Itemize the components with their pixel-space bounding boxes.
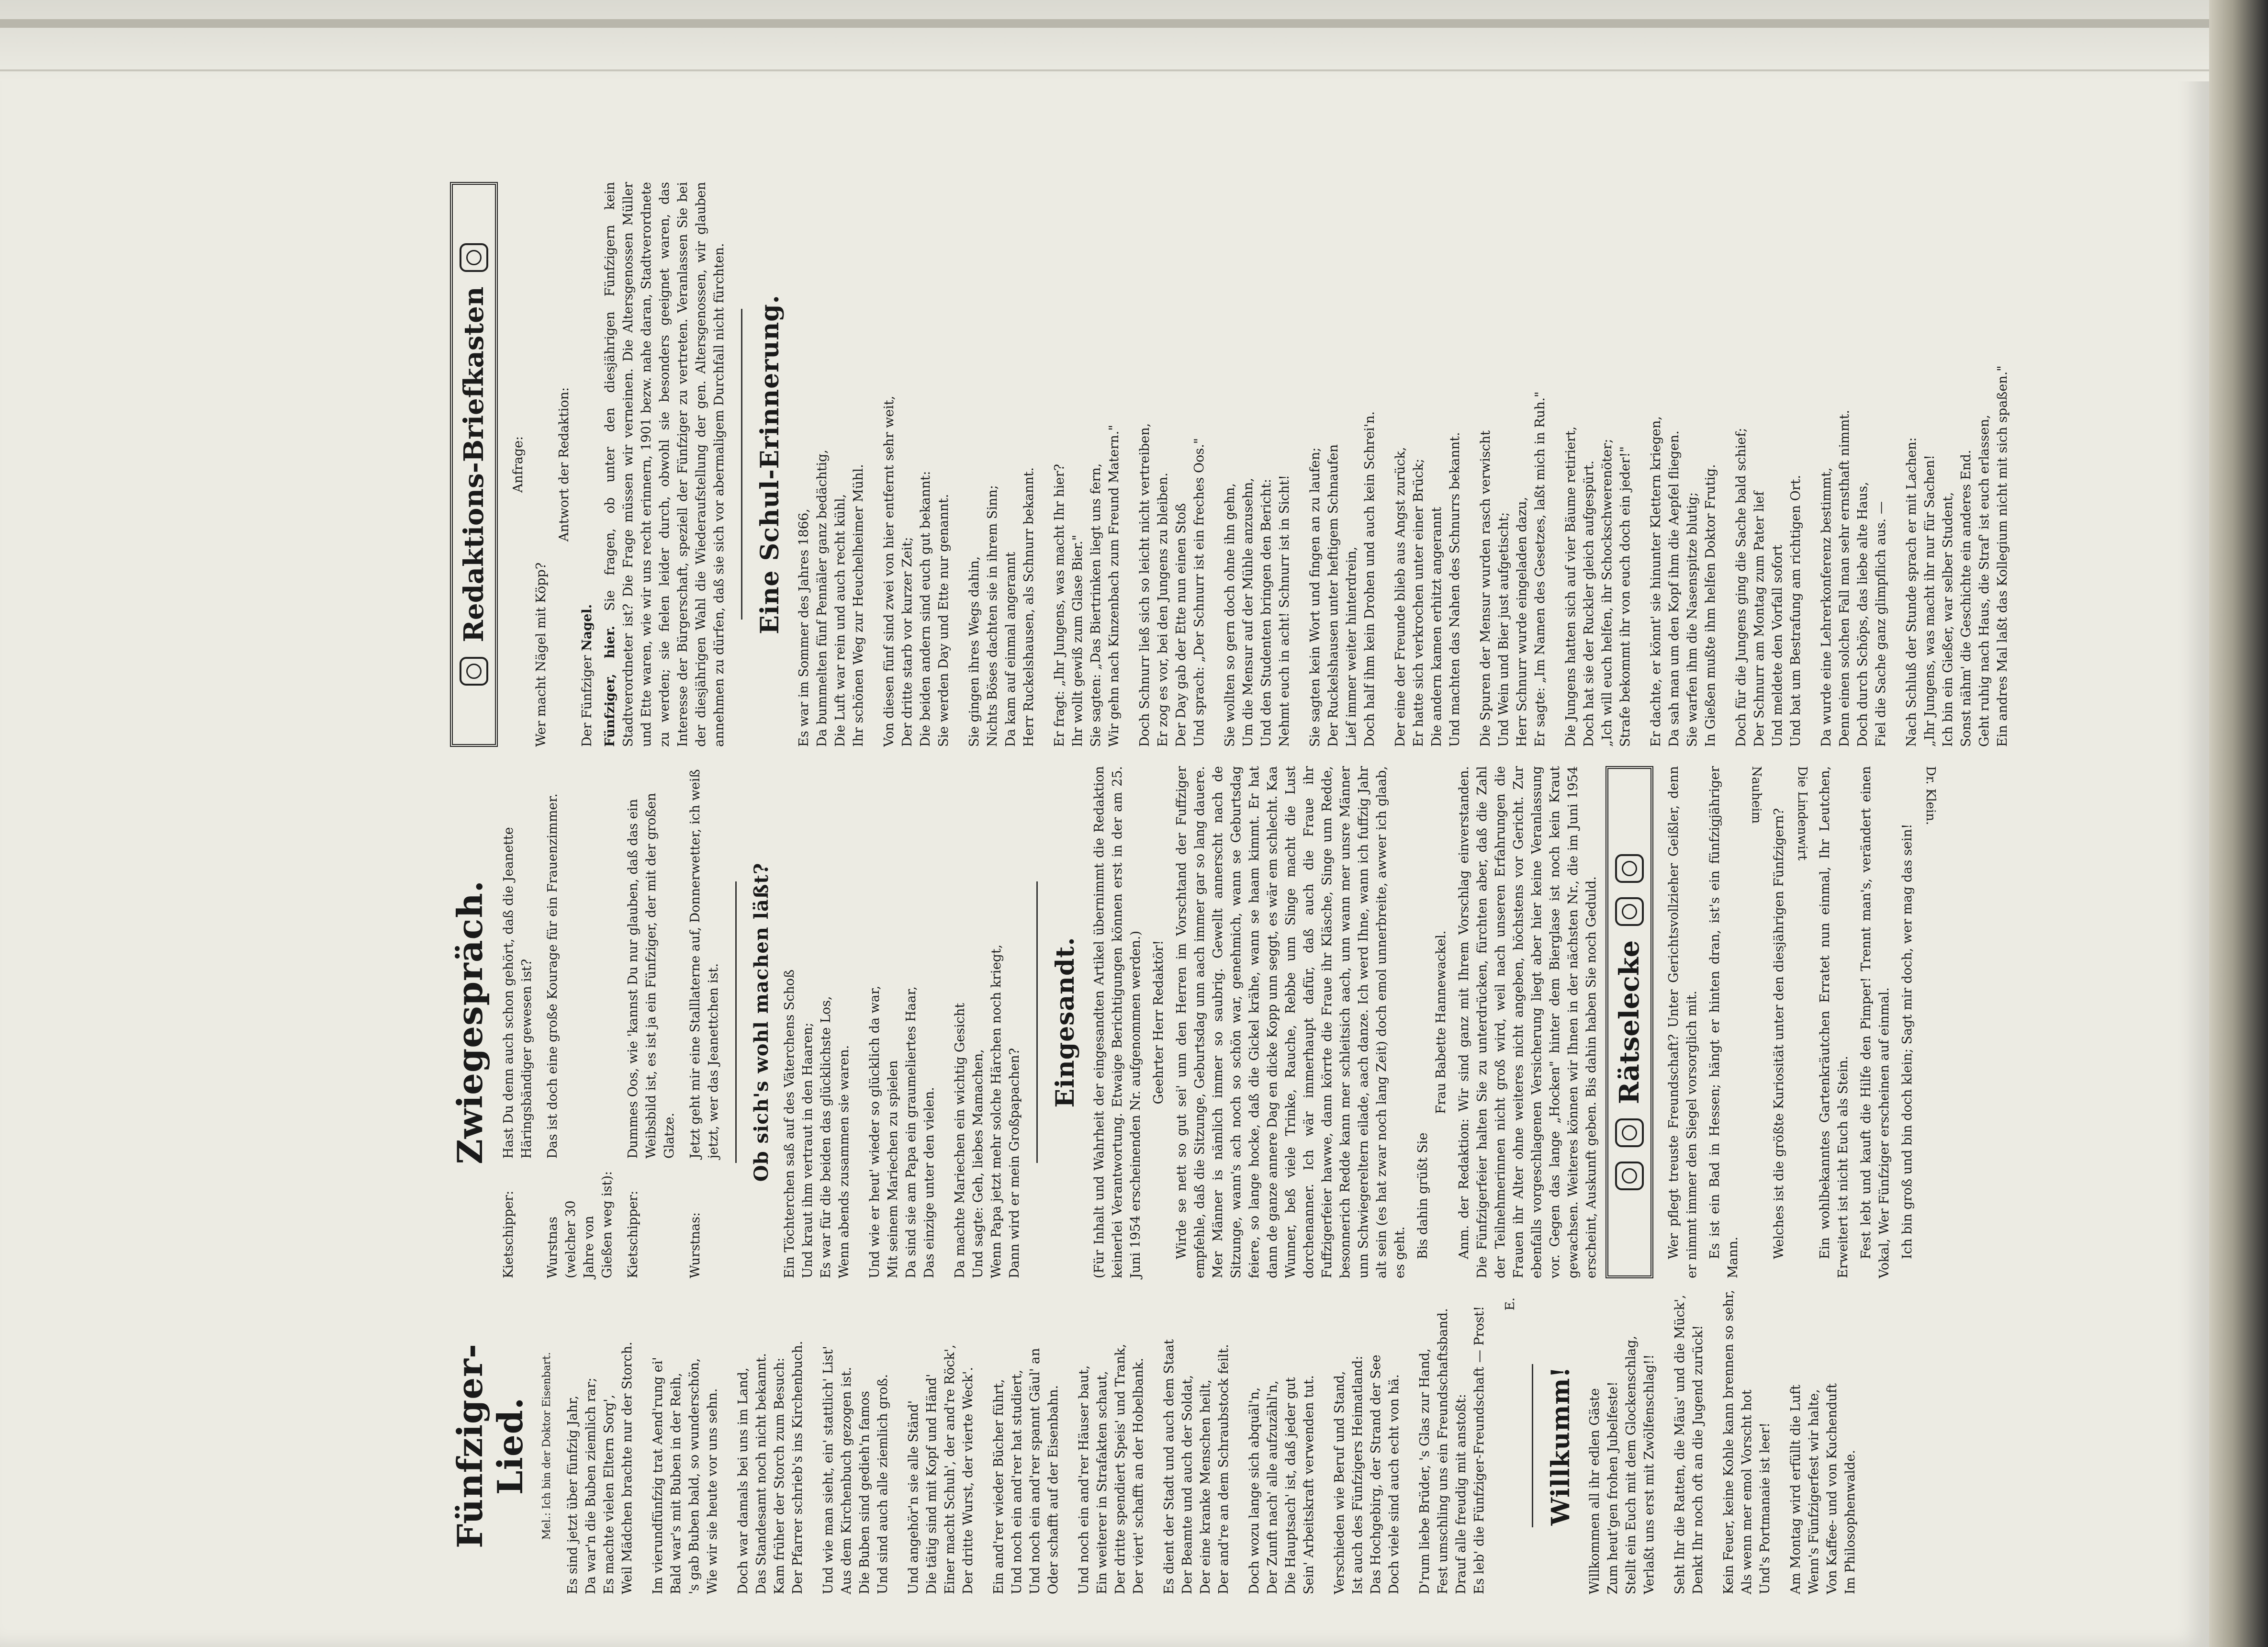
question-text: Wer macht Nägel mit Köpp? — [534, 562, 549, 747]
verse-line: Der viert' schafft an der Hobelbank. — [1131, 1357, 1146, 1594]
column-fuenfziger-lied — [445, 1289, 2268, 1594]
riddle-list — [1665, 766, 1940, 1278]
briefkasten-title: Redaktions-Briefkasten — [458, 286, 490, 643]
answer-label: Antwort der Redaktion: — [557, 387, 572, 542]
stanza — [1586, 1297, 1659, 1594]
ornament-icon — [460, 243, 488, 272]
dialog-speaker: Kietschipper: — [626, 1190, 640, 1278]
rotated-text-area — [445, 53, 2268, 1594]
verse-line: Das Hochgebirg, der Strand der See — [1369, 1354, 1383, 1594]
stanza — [734, 1297, 807, 1594]
verse-line: 's gab Buben bald, so wunderschön, — [687, 1358, 702, 1594]
stanza — [1647, 182, 1720, 747]
dialog-speaker: Wurstnas (welcher 30 Jahre von Gießen weg ist): — [545, 1171, 615, 1278]
stanza — [795, 182, 868, 747]
verse-line: Zum heut'gen frohen Jubelfeste! — [1606, 1381, 1620, 1594]
stanza — [1221, 182, 1294, 747]
stanza — [951, 766, 1024, 1278]
verse-line: Im vierundfünfzig trat Aend'rung ei' — [651, 1357, 665, 1594]
dialog-text: Jetzt geht mir eine Stalllaterne auf, Donnerwetter, ich weiß jetzt, wer das Jeanettchen ist. — [688, 769, 721, 1159]
verse-line: Er sagte: „Im Namen des Gesetzes, laßt mich in Ruh." — [1533, 391, 1548, 747]
verse-line: Der eine kranke Menschen heilt, — [1198, 1379, 1213, 1594]
stanza — [1331, 1297, 1403, 1594]
verse-line: Er hatte sich verkrochen unter einer Brück; — [1411, 459, 1426, 747]
stanza — [1787, 1297, 1860, 1594]
stanza — [1732, 182, 1805, 747]
verse-line: Doch Schnurr ließ sich so leicht nicht vertreiben, — [1137, 423, 1152, 747]
verse-line: Und wie man sieht, ein' stattlich' List' — [821, 1346, 836, 1594]
verse-line: Fiel die Sache ganz glimpflich aus. — — [1874, 501, 1888, 747]
verse-line: Und bat um Bestrafung am richtigen Ort. — [1788, 474, 1803, 747]
verse-line: Es sind jetzt über fünfzig Jahr, — [565, 1395, 580, 1594]
dialog-text: Dummes Oos, wie 'kannst Du nur glauben, daß das ein Weibsbild ist, es ist ja ein Fünfziger, der mit der großen Glatze. — [626, 793, 677, 1159]
riddle-question: Wer pflegt treuste Freundschaft? Unter Gerichtsvollzieher Geißler, denn er nimmt immer den Siegel vorsorglich mit. — [1666, 766, 1699, 1278]
stanza — [1246, 1297, 1318, 1594]
verse-line: „Ihr Jungens, was macht ihr nur für Sachen! — [1922, 454, 1937, 747]
stanza — [1818, 182, 1890, 747]
verse-line: Er zog es vor, bei den Jungens zu bleiben. — [1156, 473, 1170, 747]
verse-line: Weil Mädchen brachte nur der Storch. — [620, 1342, 635, 1594]
verse-line: „Ich will euch helfen, ihr Schockschwerenöter; — [1600, 439, 1615, 747]
ornament-icon — [1615, 854, 1644, 883]
verse-line: Der dritte starb vor kurzer Zeit; — [900, 537, 915, 747]
schul-stanzas — [795, 182, 2012, 747]
stanza — [1903, 182, 2012, 747]
riddle-answer: Die Lindenwirt — [1795, 766, 1809, 861]
song-title: Fünfziger-Lied. — [449, 1343, 530, 1548]
verse-line: Ich bin ein Gießer, war selber Student, — [1941, 492, 1955, 747]
verse-line: Von diesen fünf sind zwei von hier entfernt sehr weit, — [882, 395, 897, 747]
stanza — [905, 1297, 977, 1594]
song-signature: E. — [1503, 1297, 1517, 1311]
verse-line: Fest umschling uns ein Freundschaftsband. — [1436, 1308, 1450, 1594]
verse-line: Ein weiterer in Strafakten schaut, — [1095, 1371, 1110, 1594]
verse-line: Die Luft war rein und auch recht kühl, — [833, 494, 848, 747]
verse-line: Herr Ruckelshausen, als Schnurr bekannt. — [1022, 467, 1036, 747]
verse-line: Um die Mensur auf der Mühle anzusehn, — [1241, 478, 1256, 747]
verse-line: Die beiden andern sind euch gut bekannt: — [918, 471, 933, 747]
verse-line: Es war für die beiden das glücklichste Los, — [819, 996, 833, 1278]
column-zwiegespraech — [445, 766, 2268, 1278]
column-briefkasten — [445, 182, 2268, 747]
verse-line: Er dachte, er könnt' sie hinunter Klettern kriegen, — [1649, 416, 1663, 747]
verse-line: Und noch ein and'rer hat studiert, — [1010, 1369, 1024, 1594]
verse-line: Ein Töchterchen saß auf des Väterchens Schoß — [782, 969, 797, 1278]
dialog-text: Hast Du denn auch schon gehört, daß die Jeanette Häringsbändiger gewesen ist? — [501, 827, 534, 1159]
verse-line: Lief immer weiter hinterdrein, — [1344, 546, 1359, 747]
dialog-text: Das ist doch eine große Kourage für ein Frauenzimmer. — [545, 793, 560, 1159]
verse-line: Denkt Ihr noch oft an die Jugend zurück! — [1691, 1325, 1706, 1594]
verse-line: Und noch ein and'rer Häuser baut, — [1077, 1365, 1091, 1594]
verse-line: Dann wird er mein Großpapachen? — [1007, 1048, 1022, 1278]
verse-line: Sie warfen ihm die Nasenspitze blutig; — [1685, 492, 1700, 747]
question-label: Anfrage: — [511, 436, 526, 493]
verse-line: Die tätig sind mit Kopf und Händ' — [924, 1374, 939, 1594]
verse-line: Doch wozu lange sich abquäl'n, — [1247, 1387, 1262, 1594]
verse-line: Der Beamte und auch der Soldat, — [1180, 1375, 1195, 1594]
verse-line: Doch viele sind auch echt von hä. — [1387, 1374, 1402, 1594]
editor-note: Anm. der Redaktion: Wir sind ganz mit Ihrem Vorschlag einverstanden. Die Fünfzigerfeier halten Sie zu unterdrücken, fürchten aber, daß die Zahl der Teilnehmerinnen nicht groß wird, weil nach unseren Erfahrungen die Frauen ihr Alter ohne weiteres nicht angeben, höchstens vor Gericht. Zur ebenfalls vorgeschlagenen Versicherung liegt aber hier keine Veranlassung vor. Gegen das lange „Hocken" hinter dem Bierglase ist noch kein Kraut gewachsen. Weiteres können wir Ihnen in der nächsten Nr., die im Juni 1954 erscheint, Auskunft geben. Bis dahin haben Sie noch Geduld. — [1457, 766, 1599, 1278]
answer-text — [578, 182, 596, 747]
ornament-icon — [1615, 897, 1644, 926]
riddle-question: Welches ist die größte Kuriosität unter den diesjährigen Fünfzigern? — [1772, 808, 1786, 1259]
dialog-line — [544, 766, 617, 1278]
letter-signer: Frau Babette Hannewackel. — [1434, 930, 1448, 1114]
riddle-answer: Dr. Klein. — [1923, 766, 1938, 825]
schul-title: Eine Schul-Erinnerung. — [755, 294, 785, 634]
verse-line: Das Standesamt noch nicht bekannt. — [754, 1353, 769, 1594]
verse-line: Sie wollten so gern doch ohne ihn gehn, — [1223, 483, 1237, 747]
stanza — [1416, 1297, 1489, 1594]
answer-name: Nagel. — [580, 604, 595, 651]
verse-line: Im Philosophenwalde. — [1843, 1450, 1858, 1594]
stanza — [1051, 182, 1123, 747]
verse-line: Und machten das Nahen des Schnurrs bekannt. — [1448, 432, 1462, 747]
letter-salutation: Geehrter Herr Redaktör! — [1151, 940, 1166, 1105]
verse-line: Der Ruckelshausen unter heftigem Schnaufen — [1326, 444, 1341, 747]
verse-line: Die Hauptsach' ist, daß jeder gut — [1283, 1377, 1298, 1594]
riddle-question: Fest lebt und kauft die Hilfe den Pimper! Trennt man's, verändert einen Vokal, Wer Fünfziger erscheinen auf einmal. — [1859, 766, 1892, 1278]
verse-line: Verschieden wie Beruf und Stand, — [1332, 1371, 1347, 1594]
verse-line: Von Kaffee- und von Kuchenduft — [1825, 1383, 1840, 1594]
verse-line: Bald war's mit Buben in der Reih, — [669, 1373, 684, 1594]
verse-line: Oder schafft auf der Eisenbahn. — [1046, 1385, 1061, 1594]
verse-line: Er fragt: „Ihr Jungens, was macht Ihr hier? — [1052, 463, 1067, 747]
verse-line: Wenn abends zusammen sie waren. — [837, 1045, 852, 1278]
verse-line: Der and're an dem Schraubstock feilt. — [1216, 1344, 1231, 1594]
ornament-icon — [460, 657, 488, 686]
verse-line: Geht ruhig nach Haus, die Straf' ist euch erlassen, — [1977, 415, 1992, 747]
stanza — [1160, 1297, 1233, 1594]
verse-line: Und wie er heut' wieder so glücklich da war, — [867, 985, 882, 1278]
stanza — [966, 182, 1038, 747]
verse-line: Stellt ein Euch mit dem Glockenschlag, — [1624, 1335, 1639, 1594]
stanza — [1392, 182, 1464, 747]
verse-line: Sie gingen ihres Wegs dahin, — [967, 556, 982, 747]
verse-line: Der eine der Freunde blieb aus Angst zurück, — [1393, 447, 1408, 747]
stanza — [990, 1297, 1063, 1594]
stanza — [1720, 1289, 1774, 1594]
riddle-question: Ein wohlbekanntes Gartenkräutchen Erratet nun einmal, Ihr Leutchen, Erweitert ist nicht Euch als Stein. — [1818, 766, 1851, 1278]
verse-line: Nach Schluß der Stunde sprach er mit Lachen: — [1904, 437, 1919, 747]
verse-line: Sie sagten kein Wort und fingen an zu laufen; — [1308, 447, 1323, 747]
ornament-icon — [1615, 1162, 1644, 1190]
dialog-speaker: Kietschipper: — [501, 1190, 516, 1278]
verse-line: Die Spuren der Mensur wurden rasch verwischt — [1478, 430, 1493, 747]
verse-line: Und sind auch alle ziemlich groß. — [876, 1374, 890, 1594]
verse-line: Und's Portmanaie ist leer! — [1758, 1422, 1773, 1594]
verse-line: Denn einen solchen Fall man sehr ernsthaft nimmt. — [1837, 410, 1852, 747]
dialog-line — [500, 766, 536, 1278]
verse-line: Kein Feuer, keine Kohle kann brennen so sehr, — [1721, 1289, 1736, 1594]
verse-line: Wenn's Fünfzigerfest wir halte, — [1807, 1389, 1821, 1594]
verse-line: Ein andres Mal laßt das Kollegium nicht mit sich spaßen." — [1995, 365, 2010, 747]
stanza — [1477, 182, 1549, 747]
briefkasten-reply — [601, 182, 729, 747]
verse-line: Die Jungens hatten sich auf vier Bäume retiriert, — [1563, 426, 1578, 747]
verse-line: Der Zunft nach' alle aufzuzähl'n, — [1265, 1380, 1280, 1594]
dialog-title: Zwiegespräch. — [449, 880, 490, 1164]
verse-line: Strafe bekommt ihr von euch doch ein jeder!" — [1618, 446, 1633, 747]
verse-line: Da sind sie am Papa ein graumeliertes Haar, — [904, 986, 919, 1278]
riddle-question: Es ist ein Bad in Hessen; hängt er hinten dran, ist's ein fünfzigjähriger Mann. — [1707, 766, 1740, 1278]
stanza — [866, 766, 939, 1278]
verse-line: Und sagte: Geh, liebes Mamachen, — [971, 1049, 986, 1278]
verse-line: Da war'n die Buben ziemlich rar; — [584, 1377, 598, 1594]
welcome-stanzas — [1586, 1289, 1860, 1594]
verse-line: Das einzige unter den vielen. — [922, 1087, 937, 1278]
briefkasten-header — [450, 182, 498, 747]
verse-line: Wir gehn nach Kinzenbach zum Freund Matern." — [1107, 425, 1122, 747]
binding-stripe — [0, 19, 2209, 28]
stanza — [1562, 182, 1635, 747]
verse-line: Da kam auf einmal angerannt — [1003, 552, 1018, 747]
verse-line: Ist auch des Fünfzigers Heimatland: — [1350, 1355, 1365, 1594]
song-stanzas — [564, 1297, 1489, 1594]
verse-line: Sonst nähm' die Geschichte ein anderes End. — [1959, 450, 1974, 747]
verse-line: Nichts Böses dachten sie in ihrem Sinn; — [985, 485, 1000, 747]
answer-prefix: Der Fünfziger — [580, 655, 595, 747]
verse-line: Und sprach: „Der Schnurr ist ein freches Oos." — [1192, 438, 1207, 747]
stanza — [1671, 1297, 1707, 1594]
verse-line: D'rum liebe Brüder, 's Glas zur Hand, — [1417, 1348, 1432, 1594]
verse-line: Und den Studenten bringen den Bericht: — [1259, 479, 1274, 747]
stanza — [564, 1297, 637, 1594]
dialog-lines — [500, 766, 723, 1278]
stanza — [880, 182, 953, 747]
stanza — [1075, 1297, 1148, 1594]
letter-body: Wirde se nett so gut sei' unn den Herren im Vorschtand der Fuffziger empfehle, daß die Sitzunge, Geburtsdag unn aach immer gar so lang dauere. Mer Männer is nämlich immer so saubrig. Gewellt annerscht nach de Sitzunge, wann's ach noch so schön war, genehmich, wann se Geburtsdag feiere, so lange hocke, daß die Gickel krähe, wann se haam kimmt. Er hat dann de ganze annere Dag en dicke Kopp unn seggt, es wär em schlecht. Kaa Wunner, beß viele Trinke, Rauche, Rebbe unn Singe macht die Lust dorchenanner. Ich wär immerhaupt dafür, daß auch die Fraue ihr Fuffzigerfeier hawwe, dann körrte die Fraue ihr Kläsche, Singe unn Redde, besonnerich Redde kann mer schleitsich aach, unn wann mer unsre Männer unn Schwiegereltern eilade, aach danze. Ich werd Ihne, wann ich fuffzig Jahr alt sein (es hat zwar noch lang Zeit) doch emol unnerbreite, awwer ich glaab, es geht. — [1174, 766, 1407, 1278]
stanza — [781, 766, 853, 1278]
verse-line: Der Pfarrer schrieb's ins Kirchenbuch. — [790, 1341, 805, 1594]
poem-stanzas — [781, 766, 1024, 1278]
verse-line: Sie sagten: „Das Biertrinken liegt uns fern, — [1089, 463, 1103, 747]
verse-line: Und kraut ihm vertraut in den Haaren; — [800, 1022, 815, 1278]
verse-line: Doch für die Jungens ging die Sache bald schief; — [1734, 428, 1749, 747]
verse-line: Verlaßt uns erst mit Zwölfenschlag!! — [1642, 1354, 1657, 1594]
verse-line: Seht Ihr die Ratten, die Mäus' und die Mück', — [1673, 1295, 1687, 1594]
verse-line: Sie werden Day und Ette nur genannt. — [936, 494, 951, 747]
reply-body: Sie fragen, ob unter den diesjährigen Fünfzigern kein Stadtverordneter ist? Die Frage müssen wir verneinen. Die Altersgenossen Müller und Ette waren, wie wir uns recht erinnern, 1901 bezw. nahe daran, Stadtverordnete zu werden; sie fielen leider durch, obwohl sie besonders geeignet waren, das Interesse der Bürgerschaft, speziell der Fünfziger zu vertreten. Veranlassen Sie bei der diesjährigen Wahl die Wiederaufstellung der gen. Altersgenossen, wir glauben annehmen zu dürfen, daß sie sich vor abermaligem Durchfall nicht fürchten. — [603, 182, 727, 747]
verse-line: Da bummelten fünf Pennäler ganz bedächtig, — [815, 450, 830, 747]
divider — [735, 881, 737, 1163]
verse-line: In Gießen mußte ihm helfen Doktor Frutig. — [1703, 464, 1718, 747]
divider — [1532, 1365, 1533, 1528]
verse-line: Nehmt euch in acht! Schnurr ist in Sicht! — [1277, 474, 1292, 747]
verse-line: Und angehör'n sie alle Ständ' — [906, 1400, 921, 1594]
verse-line: Wenn Papa jetzt mehr solche Härchen noch kriegt, — [989, 944, 1004, 1278]
verse-line: Es machte vielen Eltern Sorg', — [602, 1394, 617, 1594]
verse-line: Wie wir sie heute vor uns sehn. — [705, 1388, 720, 1594]
dialog-speaker: Wurstnas: — [688, 1212, 703, 1278]
verse-line: Ein and'rer wieder Bücher führt, — [991, 1379, 1006, 1594]
welcome-title: Willkumm! — [1546, 1366, 1575, 1526]
verse-line: Herr Schnurr wurde eingeladen dazu, — [1515, 496, 1529, 747]
song-melody: Mel.: Ich bin der Doktor Eisenbart. — [541, 1352, 553, 1540]
verse-line: Die andern kamen erhitzt angerannt — [1429, 507, 1444, 747]
verse-line: Da sah man um den Kopf ihm die Aepfel fliegen. — [1667, 430, 1682, 747]
letter-closing: Bis dahin grüßt Sie — [1415, 1132, 1430, 1259]
verse-line: Sein' Arbeitskraft verwenden tut. — [1302, 1375, 1316, 1594]
verse-line: Und noch ein and'rer spannt Gäul' an — [1028, 1348, 1043, 1594]
ornament-icon — [1615, 1118, 1644, 1147]
verse-line: Da wurde eine Lehrerkonferenz bestimmt, — [1819, 467, 1834, 747]
verse-line: Doch war damals bei uns im Land, — [736, 1367, 751, 1594]
dialog-line — [624, 766, 679, 1278]
verse-line: Doch half ihm kein Drohen und auch kein Schrei'n. — [1362, 411, 1377, 747]
stanza — [1306, 182, 1379, 747]
verse-line: Die Buben sind gedieh'n famos — [857, 1391, 872, 1594]
riddle-answer: Nauheim — [1749, 766, 1763, 824]
verse-line: Doch durch Schöps, das liebe alte Haus, — [1855, 482, 1870, 747]
raetselecke-title: Rätselecke — [1614, 940, 1645, 1105]
eingesandt-title: Eingesandt. — [1051, 936, 1080, 1108]
divider — [1036, 881, 1038, 1163]
divider — [741, 309, 742, 620]
verse-line: Drauf alle freudig mit anstoßt: — [1454, 1394, 1469, 1594]
verse-line: Einer macht Schuh', der and're Röck', — [943, 1344, 957, 1594]
verse-line: Am Montag wird erfüllt die Luft — [1788, 1385, 1803, 1594]
raetselecke-header — [1606, 766, 1653, 1278]
verse-line: Der dritte spendiert Speis' und Trank, — [1113, 1343, 1128, 1594]
verse-line: Als wenn mer emol Vorscht hot — [1740, 1389, 1754, 1594]
verse-line: Doch hat sie der Ruckler gleich aufgespürt. — [1582, 460, 1596, 747]
verse-line: Willkommen all ihr edlen Gäste — [1587, 1388, 1602, 1594]
poem-title: Ob sich's wohl machen läßt? — [750, 862, 773, 1182]
verse-line: Der dritte Wurst, der vierte Weck'. — [961, 1367, 976, 1594]
stanza — [820, 1297, 892, 1594]
verse-line: Und meldete den Vorfall sofort — [1770, 544, 1785, 747]
verse-line: Kam früher der Storch zum Besuch: — [772, 1357, 787, 1594]
dialog-line — [686, 766, 723, 1278]
verse-line: Mit seinem Mariechen zu spielen — [886, 1060, 900, 1278]
verse-line: Es leb' die Fünfziger-Freundschaft — Prost! — [1472, 1306, 1487, 1594]
verse-line: Da machte Mariechen ein wichtig Gesicht — [953, 1003, 967, 1278]
verse-line: Der Day gab der Ette nun einen Stoß — [1174, 503, 1189, 747]
riddle-question: Ich bin groß und bin doch klein; Sagt mir doch, wer mag das sein! — [1900, 824, 1915, 1259]
stanza — [649, 1297, 722, 1594]
reply-lead: Fünfziger, hier. — [603, 625, 618, 747]
verse-line: Aus dem Kirchenbuch gezogen ist. — [839, 1366, 854, 1594]
eingesandt-intro: (Für Inhalt und Wahrheit der eingesandten Artikel übernimmt die Redaktion keinerlei Verantwortung. Etwaige Berichtigungen können erst in der am 25. Juni 1954 erscheinenden Nr. aufgenommen werden.) — [1092, 766, 1143, 1278]
verse-line: Es dient der Stadt und auch dem Staat — [1162, 1339, 1177, 1594]
stanza — [1136, 182, 1209, 747]
verse-line: Ihr wollt gewiß zum Glase Bier." — [1070, 534, 1085, 747]
verse-line: Ihr schönen Weg zur Heuchelheimer Mühl. — [851, 464, 866, 747]
verse-line: Und Wein und Bier just aufgetischt; — [1496, 512, 1511, 747]
verse-line: Der Schnurr am Montag zum Pater lief — [1752, 491, 1767, 747]
verse-line: Es war im Sommer des Jahres 1866, — [797, 508, 811, 747]
